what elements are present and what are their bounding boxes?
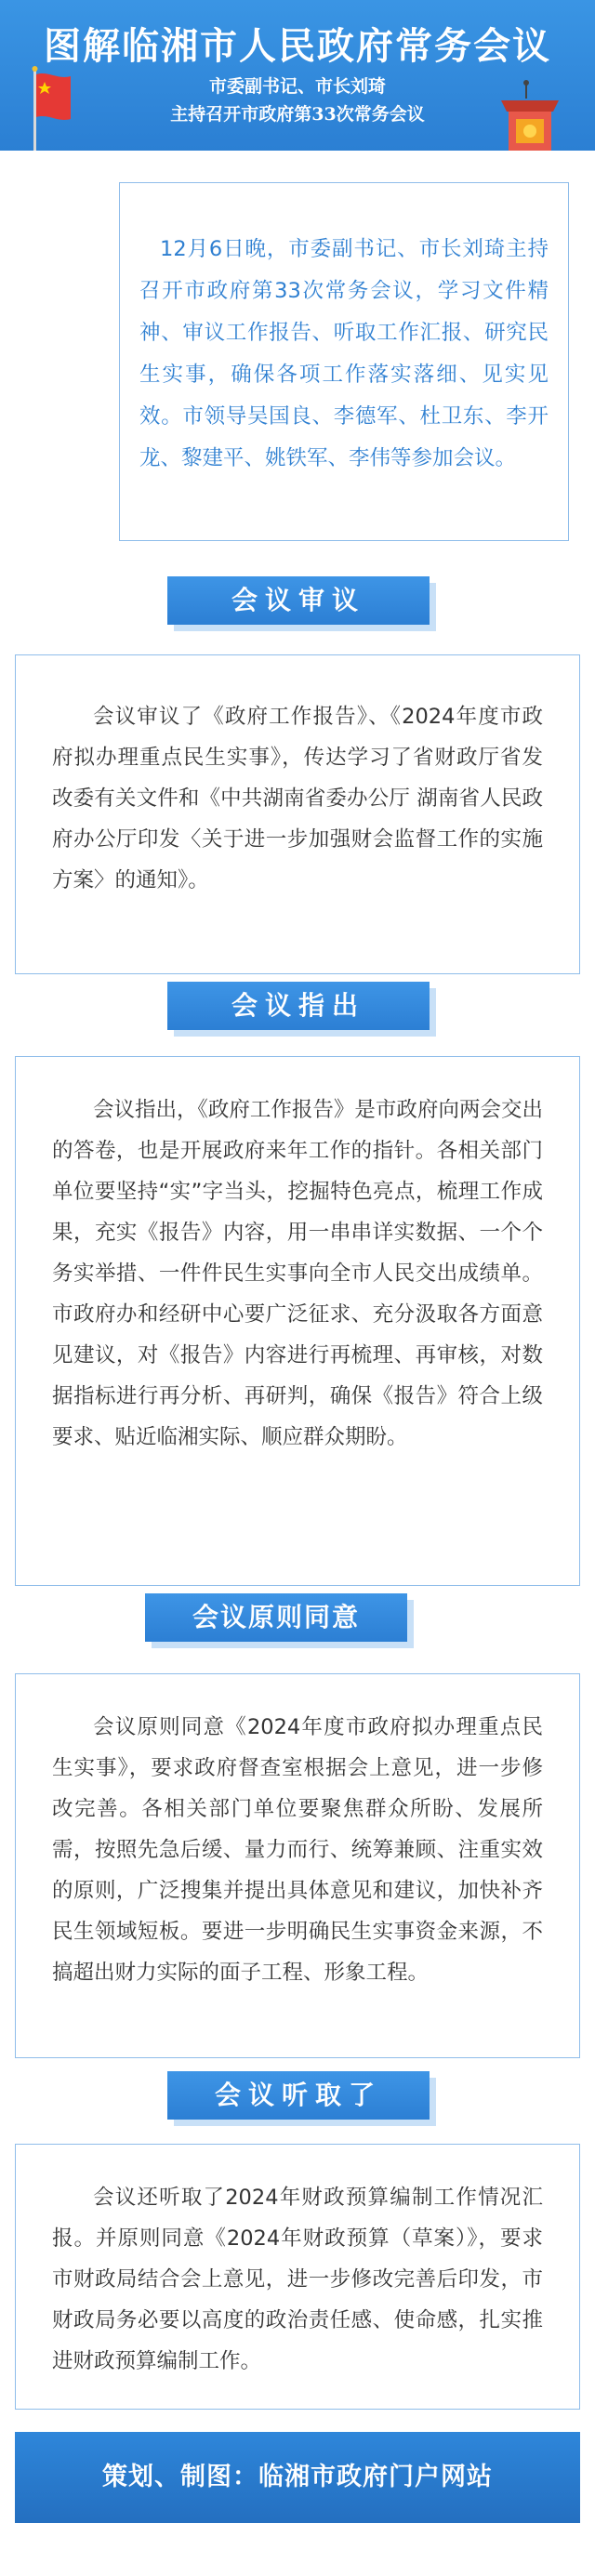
subtitle-line-1: 市委副书记、市长刘琦 — [208, 76, 386, 97]
section-paragraph-heard: 会议还听取了2024年财政预算编制工作情况汇报。并原则同意《2024年财政预算（草案）》，要求市财政局结合会上意见，进一步修改完善后印发，市财政局务必要以高度的政治责任感、使命感，扎实推进财政预算编制工作。 — [52, 2186, 543, 2373]
section-paragraph-review: 会议审议了《政府工作报告》、《2024年度市政府拟办理重点民生实事》，传达学习了省财政厅省发改委有关文件和《中共湖南省委办公厅 湖南省人民政府办公厅印发〈关于进一步加强财会监督工作的实施方案〉的通知》。 — [52, 705, 543, 892]
section-heading-pointed-out — [167, 982, 430, 1037]
footer-credit: 策划、制图：临湘市政府门户网站 — [15, 2432, 580, 2523]
section-heading-review — [167, 576, 430, 632]
section-paragraph-approved: 会议原则同意《2024年度市政府拟办理重点民生实事》，要求政府督查室根据会上意见，进一步修改完善。各相关部门单位要聚焦群众所盼、发展所需，按照先急后缓、量力而行、统筹兼顾、注重实效的原则，广泛搜集并提出具体意见和建议，加快补齐民生领域短板。要进一步明确民生实事资金来源，不搞超出财力实际的面子工程、形象工程。 — [52, 1715, 543, 1985]
section-paragraph-pointed-out: 会议指出，《政府工作报告》是市政府向两会交出的答卷，也是开展政府来年工作的指针。各相关部门单位要坚持“实”字当头，挖掘特色亮点，梳理工作成果，充实《报告》内容，用一串串详实数据、一个个务实举措、一件件民生实事向全市人民交出成绩单。市政府办和经研中心要广泛征求、充分汲取各方面意见建议，对《报告》内容进行再梳理、再审核，对数据指标进行再分析、再研判，确保《报告》符合上级要求、贴近临湘实际、顺应群众期盼。 — [52, 1098, 543, 1449]
section-heading-heard — [167, 2071, 430, 2127]
section-heading-approved — [145, 1593, 407, 1649]
subtitle-line-2: 主持召开市政府第33次常务会议 — [170, 104, 425, 125]
section-heading-label: 会议听取了 — [167, 2071, 430, 2120]
section-heading-label: 会议审议 — [167, 576, 430, 625]
intro-paragraph: 12月6日晚，市委副书记、市长刘琦主持召开市政府第33次常务会议，学习文件精神、审议工作报告、听取工作汇报、研究民生实事，确保各项工作落实落细、见实见效。市领导吴国良、李德军、杜卫东、李开龙、黎建平、姚铁军、李伟等参加会议。 — [139, 237, 549, 470]
section-heading-label: 会议指出 — [167, 982, 430, 1030]
header-banner — [0, 0, 595, 151]
podium-icon — [497, 80, 562, 151]
page-title: 图解临湘市人民政府常务会议 — [44, 24, 551, 68]
section-heading-label: 会议原则同意 — [145, 1593, 407, 1642]
